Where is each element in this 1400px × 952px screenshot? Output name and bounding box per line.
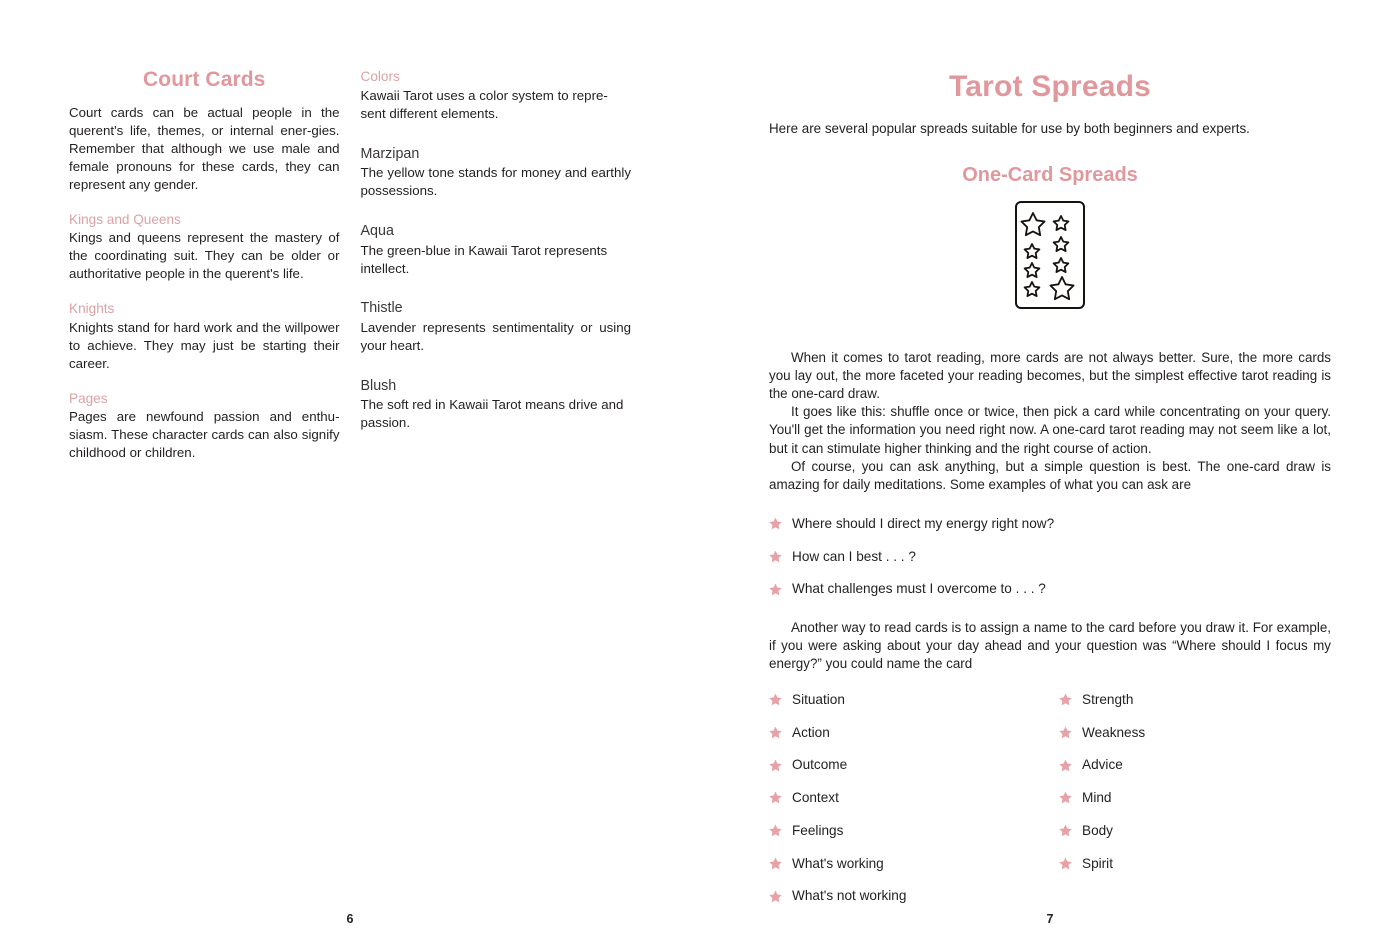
paragraph-closing: Another way to read cards is to assign a name to the card before you draw it. For example, if you were asking about your day ahead and your question was “Where should I focus my energy?” you could name the card: [769, 619, 1331, 672]
list-item-label: Outcome: [792, 757, 848, 773]
star-icon: [1059, 824, 1072, 837]
list-item-label: What challenges must I overcome to . . . ?: [792, 581, 1046, 597]
court-cards-intro: Court cards can be actual people in the querent's life, themes, or internal ener-gies. Remember that although we use male and female pronouns for these cards, they can represent any gender.: [69, 105, 340, 192]
list-item-label: Strength: [1082, 692, 1134, 708]
list-item-label: Feelings: [792, 822, 844, 838]
color-name-thistle: Thistle: [360, 300, 403, 317]
card-illustration-holder: [769, 201, 1331, 309]
list-item: [1059, 756, 1331, 774]
list-item: [1059, 691, 1331, 709]
kings-and-queens-body: Kings and queens represent the mastery of the coordinating suit. They can be older or authoritative people in the querent's life.: [69, 230, 340, 282]
star-icon: [769, 791, 782, 804]
star-icon: [1054, 237, 1069, 251]
question-list: [769, 515, 1331, 598]
list-item: [1059, 789, 1331, 807]
star-icon: [769, 824, 782, 837]
star-icon: [1050, 277, 1073, 299]
star-icon: [769, 693, 782, 706]
list-item-label: Action: [792, 724, 830, 740]
list-item: [769, 756, 1059, 774]
page-number-left: 6: [346, 912, 354, 926]
color-body-blush: The soft red in Kawaii Tarot means drive and passion.: [360, 397, 624, 431]
list-item-label: Weakness: [1082, 724, 1146, 740]
star-icon: [769, 550, 782, 563]
star-icon: [769, 583, 782, 596]
list-item-label: Advice: [1082, 757, 1123, 773]
chapter-intro: Here are several popular spreads suitable for use by both beginners and experts.: [769, 121, 1250, 136]
list-item: [1059, 855, 1331, 873]
list-item: [769, 822, 1059, 840]
star-icon: [1059, 857, 1072, 870]
subheading-colors: Colors: [360, 69, 400, 84]
star-icon: [1059, 693, 1072, 706]
star-icon: [1054, 258, 1069, 272]
star-icon: [769, 759, 782, 772]
list-item-label: Body: [1082, 822, 1113, 838]
list-item: [1059, 822, 1331, 840]
section-heading-one-card-spreads: One-Card Spreads: [962, 164, 1138, 187]
knights-body: Knights stand for hard work and the willpower to achieve. They may just be starting their career.: [69, 319, 340, 371]
name-list-left: [769, 691, 1059, 905]
colors-intro: Kawaii Tarot uses a color system to repre-sent different elements.: [360, 87, 608, 121]
card-name-suggestions: [769, 691, 1331, 905]
list-item: [769, 855, 1059, 873]
star-icon: [769, 857, 782, 870]
list-item: [769, 580, 1331, 598]
star-icon: [1025, 282, 1040, 296]
color-body-aqua: The green-blue in Kawaii Tarot represents intellect.: [360, 242, 608, 276]
list-item-label: Mind: [1082, 790, 1112, 806]
name-list-right: [1059, 691, 1331, 905]
right-page-content: [769, 70, 1331, 905]
subheading-pages: Pages: [69, 390, 108, 406]
paragraph-two: It goes like this: shuffle once or twice, then pick a card while concentrating on your query. You'll get the information you need right now. A one-card tarot reading may not seem like a lot, but it can stimulate higher thinking and the right course of action.: [769, 404, 1331, 456]
paragraph-three: Of course, you can ask anything, but a simple question is best. The one-card draw is amazing for daily meditations. Some examples of what you can ask are: [769, 458, 1331, 492]
color-body-thistle: Lavender represents sentimentality or using your heart.: [360, 320, 631, 353]
star-icon: [1059, 759, 1072, 772]
pages-body: Pages are newfound passion and enthu-siasm. These character cards can also signify childhood or children.: [69, 409, 340, 461]
left-page-columns: [69, 68, 631, 462]
list-item-label: Where should I direct my energy right now?: [792, 515, 1055, 531]
star-icon: [1025, 263, 1040, 277]
subheading-kings-and-queens: Kings and Queens: [69, 211, 181, 227]
color-name-aqua: Aqua: [360, 223, 394, 239]
star-icon: [1059, 726, 1072, 739]
list-item-label: Context: [792, 790, 839, 806]
list-item-label: Spirit: [1082, 855, 1113, 871]
list-item-label: Situation: [792, 692, 845, 708]
paragraph-one: When it comes to tarot reading, more cards are not always better. Sure, the more cards you lay out, the more faceted your reading becomes, but the simplest effective tarot reading is the one-card draw.: [769, 350, 1331, 402]
tarot-card-illustration: [1015, 201, 1085, 309]
list-item-label: What's working: [792, 855, 884, 871]
list-item: [769, 548, 1331, 566]
list-item: [769, 789, 1059, 807]
star-icon: [769, 890, 782, 903]
star-icon: [1021, 213, 1044, 235]
right-page: [700, 0, 1400, 952]
star-icon: [1059, 791, 1072, 804]
page-number-right: 7: [1046, 912, 1054, 926]
color-body-marzipan: The yellow tone stands for money and earthly possessions.: [360, 165, 631, 199]
color-name-blush: Blush: [360, 377, 397, 394]
list-item-label: What's not working: [792, 888, 907, 904]
star-icon: [769, 517, 782, 530]
star-icon: [769, 726, 782, 739]
star-icon: [1054, 216, 1069, 230]
list-item: [769, 515, 1331, 533]
column-court-cards: [69, 68, 340, 462]
list-item: [769, 887, 1059, 905]
list-item: [769, 691, 1059, 709]
chapter-title: Tarot Spreads: [948, 70, 1152, 103]
list-item: [1059, 724, 1331, 742]
list-item: [769, 724, 1059, 742]
column-colors: [361, 68, 632, 462]
subheading-knights: Knights: [69, 301, 115, 317]
color-name-marzipan: Marzipan: [360, 145, 420, 162]
star-icon: [1025, 244, 1040, 258]
list-item-label: How can I best . . . ?: [792, 548, 916, 564]
page-title: Court Cards: [143, 68, 266, 91]
